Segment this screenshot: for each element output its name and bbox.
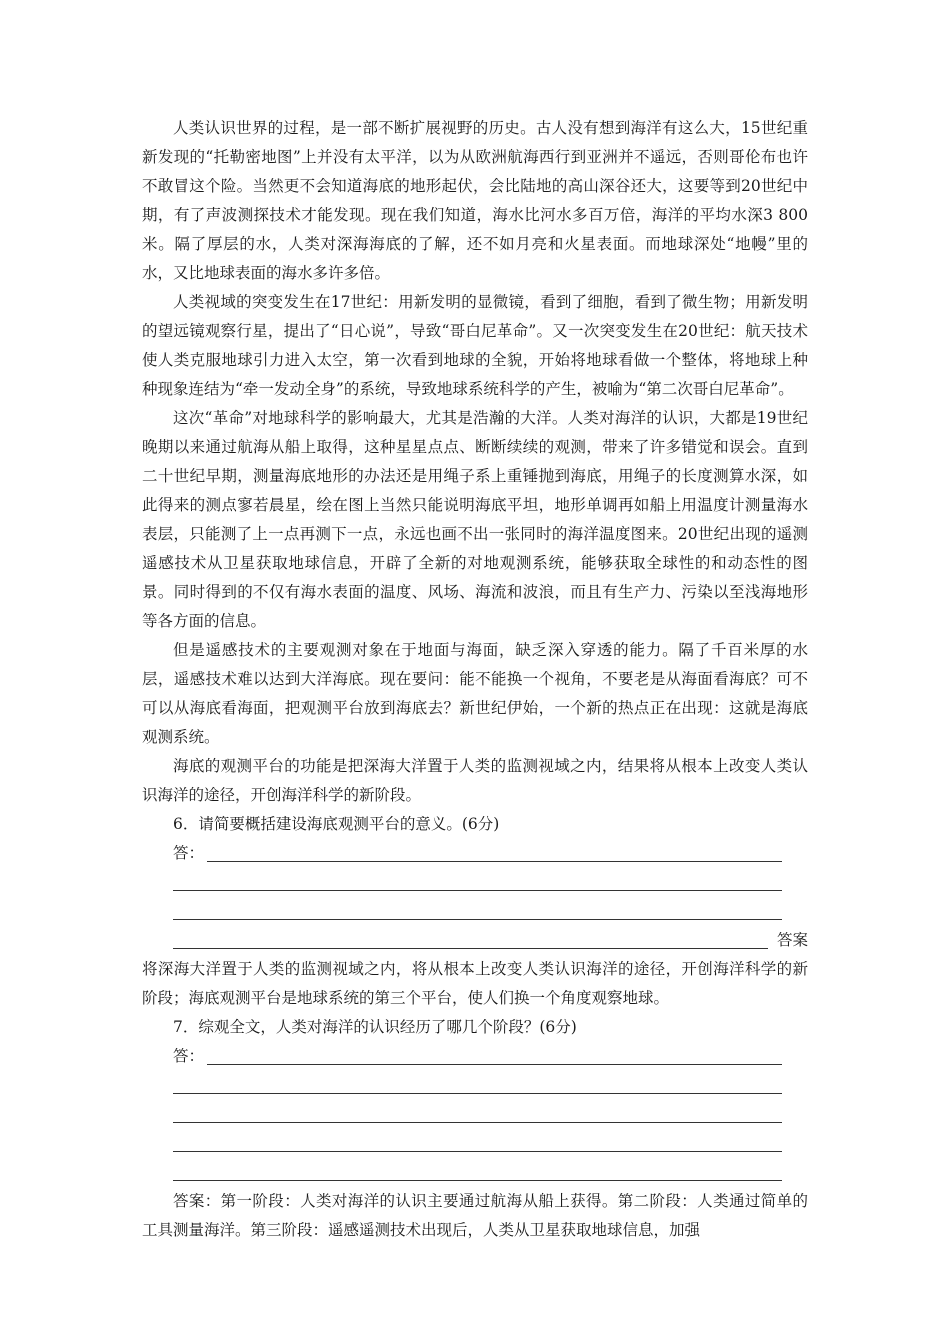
answer-label: 答：	[173, 1047, 205, 1065]
answer-line[interactable]	[142, 897, 808, 926]
question-7-answer-text: 答案：第一阶段：人类对海洋的认识主要通过航海从船上获得。第二阶段：人类通过简单的工具测量海洋。第三阶段：遥感遥测技术出现后，人类从卫星获取地球信息，加强	[142, 1192, 808, 1239]
answer-line[interactable]	[142, 926, 808, 955]
question-7-answer-area[interactable]	[142, 1042, 808, 1187]
question-6-answer-area[interactable]	[142, 839, 808, 955]
paragraph-5: 海底的观测平台的功能是把深海大洋置于人类的监测视域之内，结果将从根本上改变人类认识海洋的途径，开创海洋科学的新阶段。	[142, 757, 808, 804]
answer-label: 答：	[173, 844, 205, 862]
answer-line[interactable]	[142, 839, 808, 868]
paragraph-2: 人类视域的突变发生在17世纪：用新发明的显微镜，看到了细胞，看到了微生物；用新发明的望远镜观察行星，提出了“日心说”，导致“哥白尼革命”。又一次突变发生在20世纪：航天技术使人类克服地球引力进入太空，第一次看到地球的全貌，开始将地球看做一个整体，将地球上种种现象连结为“牵一发动全身”的系统，导致地球系统科学的产生，被喻为“第二次哥白尼革命”。	[142, 293, 808, 398]
answer-rule	[173, 919, 782, 920]
answer-tag: 答案	[777, 926, 808, 955]
paragraph-1: 人类认识世界的过程，是一部不断扩展视野的历史。古人没有想到海洋有这么大，15世纪重新发现的“托勒密地图”上并没有太平洋，以为从欧洲航海西行到亚洲并不遥远，否则哥伦布也许不敢冒这个险。当然更不会知道海底的地形起伏，会比陆地的高山深谷还大，这要等到20世纪中期，有了声波测探技术才能发现。现在我们知道，海水比河水多百万倍，海洋的平均水深3 800米。隔了厚层的水，人类对深海海底的了解，还不如月亮和火星表面。而地球深处“地幔”里的水，又比地球表面的海水多许多倍。	[142, 119, 808, 282]
answer-rule	[207, 1064, 782, 1065]
question-7: 7．综观全文，人类对海洋的认识经历了哪几个阶段？(6分)	[173, 1018, 577, 1036]
paragraph-3: 这次“革命”对地球科学的影响最大，尤其是浩瀚的大洋。人类对海洋的认识，大都是19世纪晚期以来通过航海从船上取得，这种星星点点、断断续续的观测，带来了许多错觉和误会。直到二十世纪早期，测量海底地形的办法还是用绳子系上重锤抛到海底，用绳子的长度测算水深，如此得来的测点寥若晨星，绘在图上当然只能说明海底平坦，地形单调再如船上用温度计测量海水表层，只能测了上一点再测下一点，永远也画不出一张同时的海洋温度图来。20世纪出现的遥测遥感技术从卫星获取地球信息，开辟了全新的对地观测系统，能够获取全球性的和动态性的图景。同时得到的不仅有海水表面的温度、风场、海流和波浪，而且有生产力、污染以至浅海地形等各方面的信息。	[142, 409, 808, 630]
answer-rule	[207, 861, 782, 862]
answer-line[interactable]	[142, 1129, 808, 1158]
answer-line[interactable]	[142, 868, 808, 897]
question-6: 6．请简要概括建设海底观测平台的意义。(6分)	[173, 815, 500, 833]
answer-rule	[173, 1151, 782, 1152]
paragraph-4: 但是遥感技术的主要观测对象在于地面与海面，缺乏深入穿透的能力。隔了千百米厚的水层，遥感技术难以达到大洋海底。现在要问：能不能换一个视角，不要老是从海面看海底？可不可以从海底看海面，把观测平台放到海底去？新世纪伊始，一个新的热点正在出现：这就是海底观测系统。	[142, 641, 808, 746]
answer-line[interactable]	[142, 1158, 808, 1187]
question-6-answer-text: 将深海大洋置于人类的监测视域之内，将从根本上改变人类认识海洋的途径，开创海洋科学的新阶段；海底观测平台是地球系统的第三个平台，使人们换一个角度观察地球。	[142, 960, 808, 1007]
answer-rule	[173, 948, 768, 949]
answer-line[interactable]	[142, 1100, 808, 1129]
answer-rule	[173, 1122, 782, 1123]
answer-line[interactable]	[142, 1042, 808, 1071]
answer-rule	[173, 890, 782, 891]
answer-line[interactable]	[142, 1071, 808, 1100]
answer-rule	[173, 1180, 782, 1181]
answer-rule	[173, 1093, 782, 1094]
